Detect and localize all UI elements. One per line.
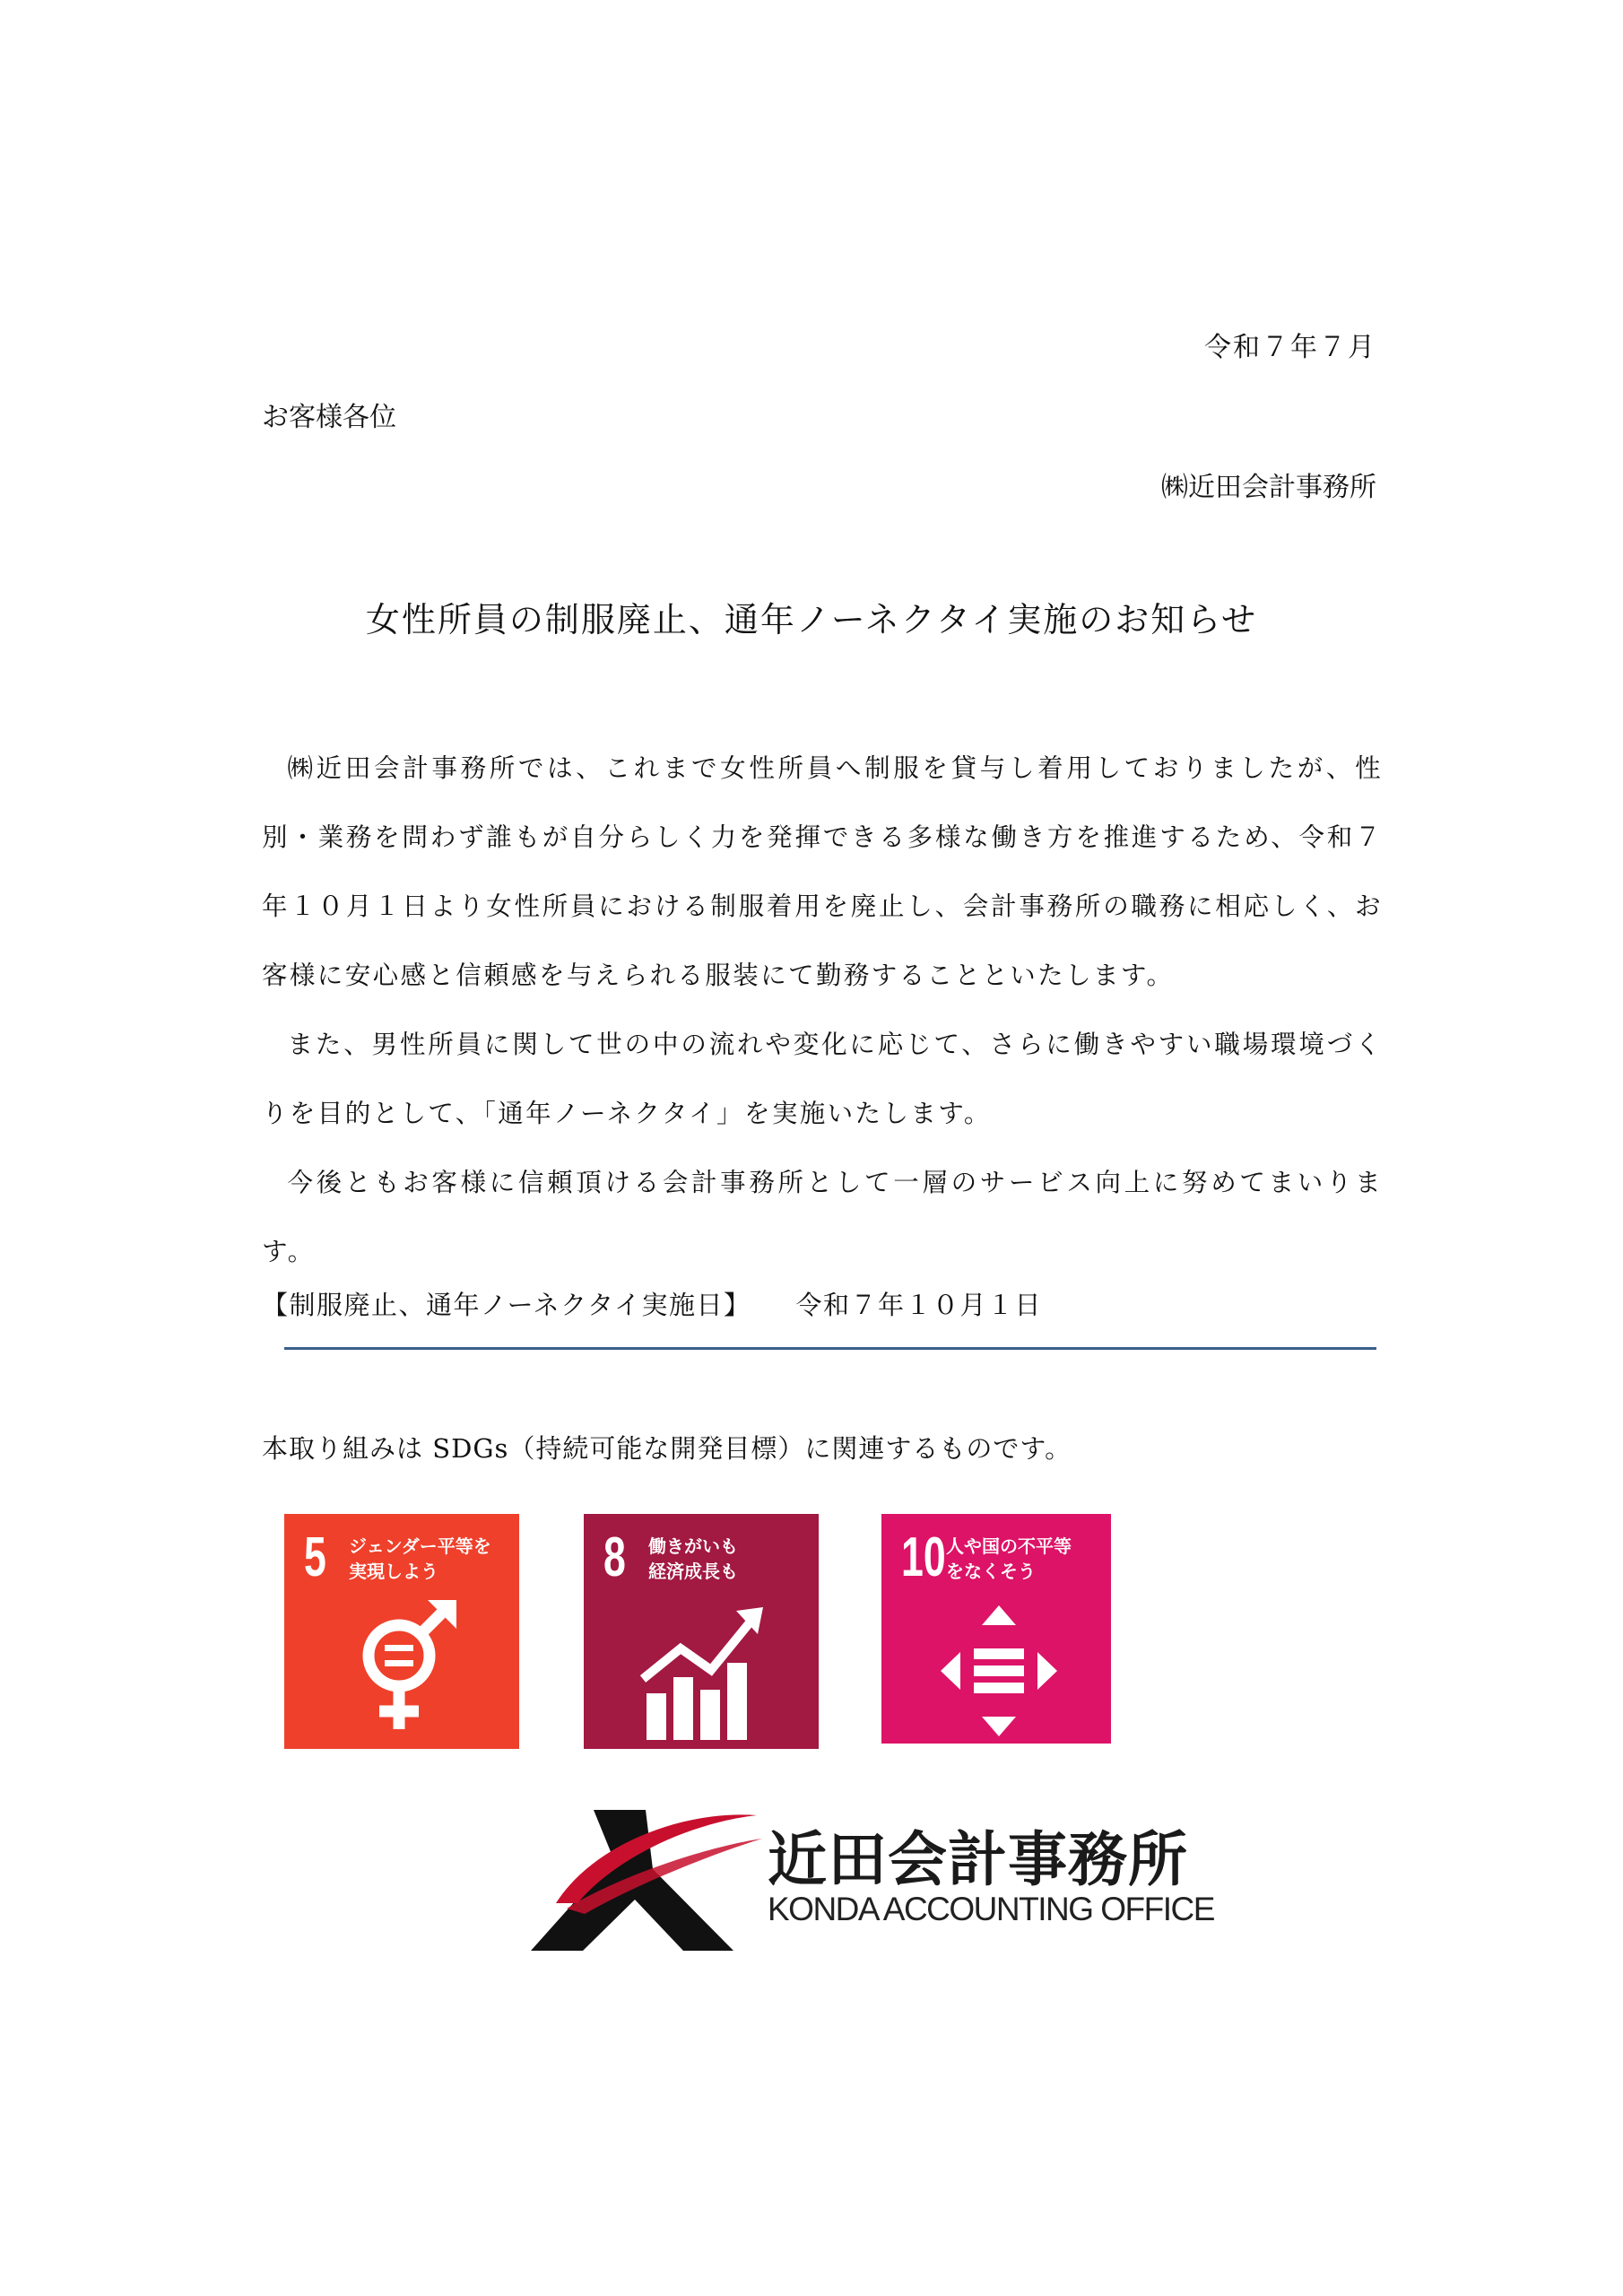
- sdg-label: [946, 1534, 1107, 1584]
- implementation-date: 令和７年１０月１日: [795, 1290, 1043, 1320]
- sdg-tile-5: [284, 1514, 519, 1749]
- sdg-tile-10: [881, 1514, 1111, 1744]
- sender-name: ㈱近田会計事務所: [1161, 472, 1376, 503]
- body-paragraph-1: ㈱近田会計事務所では、これまで女性所員へ制服を貸与し着用しておりましたが、性別・業務を問わず誰もが自分らしく力を発揮できる多様な働き方を推進するため、令和７年１０月１日より女性所員における制服着用を廃止し、会計事務所の職務に相応しく、お客様に安心感と信頼感を与えられる服装にて勤務することといたします。: [262, 753, 1383, 990]
- notice-body: [262, 734, 1383, 1286]
- document-date: 令和７年７月: [1204, 332, 1376, 363]
- logo-company-name-en: KONDA ACCOUNTING OFFICE: [768, 1891, 1214, 1927]
- sdg-tile-8: [584, 1514, 819, 1749]
- sdg-label: [648, 1534, 810, 1584]
- sdg-number: 5: [304, 1526, 326, 1588]
- sdg-label-line2: 経済成長も: [648, 1561, 738, 1582]
- body-paragraph-3: 今後ともお客様に信頼頂ける会計事務所として一層のサービス向上に努めてまいります。: [262, 1168, 1383, 1266]
- implementation-date-line: [262, 1285, 1042, 1322]
- notice-title: 女性所員の制服廃止、通年ノーネクタイ実施のお知らせ: [365, 600, 1258, 639]
- reduced-inequalities-icon: [881, 1593, 1111, 1744]
- divider-line: [284, 1347, 1376, 1350]
- logo-company-name-jp: 近田会計事務所: [768, 1825, 1188, 1894]
- sdg-label: [349, 1534, 510, 1584]
- sdg-number: 8: [603, 1526, 626, 1588]
- sdg-label-line1: ジェンダー平等を: [349, 1535, 491, 1557]
- company-logo: [531, 1794, 1214, 1951]
- sdg-label-line1: 人や国の不平等: [946, 1535, 1072, 1557]
- konda-logo-mark-icon: [531, 1794, 773, 1951]
- sdg-note: 本取り組みは SDGs（持続可能な開発目標）に関連するものです。: [262, 1433, 1072, 1464]
- sdg-label-line2: 実現しよう: [349, 1561, 438, 1582]
- gender-equality-icon: [284, 1593, 519, 1749]
- economic-growth-icon: [584, 1593, 819, 1749]
- sdg-label-line1: 働きがいも: [648, 1535, 738, 1557]
- sdg-label-line2: をなくそう: [946, 1561, 1036, 1582]
- body-paragraph-2: また、男性所員に関して世の中の流れや変化に応じて、さらに働きやすい職場環境づくりを目的として、「通年ノーネクタイ」を実施いたします。: [262, 1030, 1383, 1128]
- addressee: お客様各位: [262, 402, 396, 433]
- sdg-number: 10: [901, 1526, 946, 1588]
- implementation-label: 【制服廃止、通年ノーネクタイ実施日】: [262, 1290, 751, 1320]
